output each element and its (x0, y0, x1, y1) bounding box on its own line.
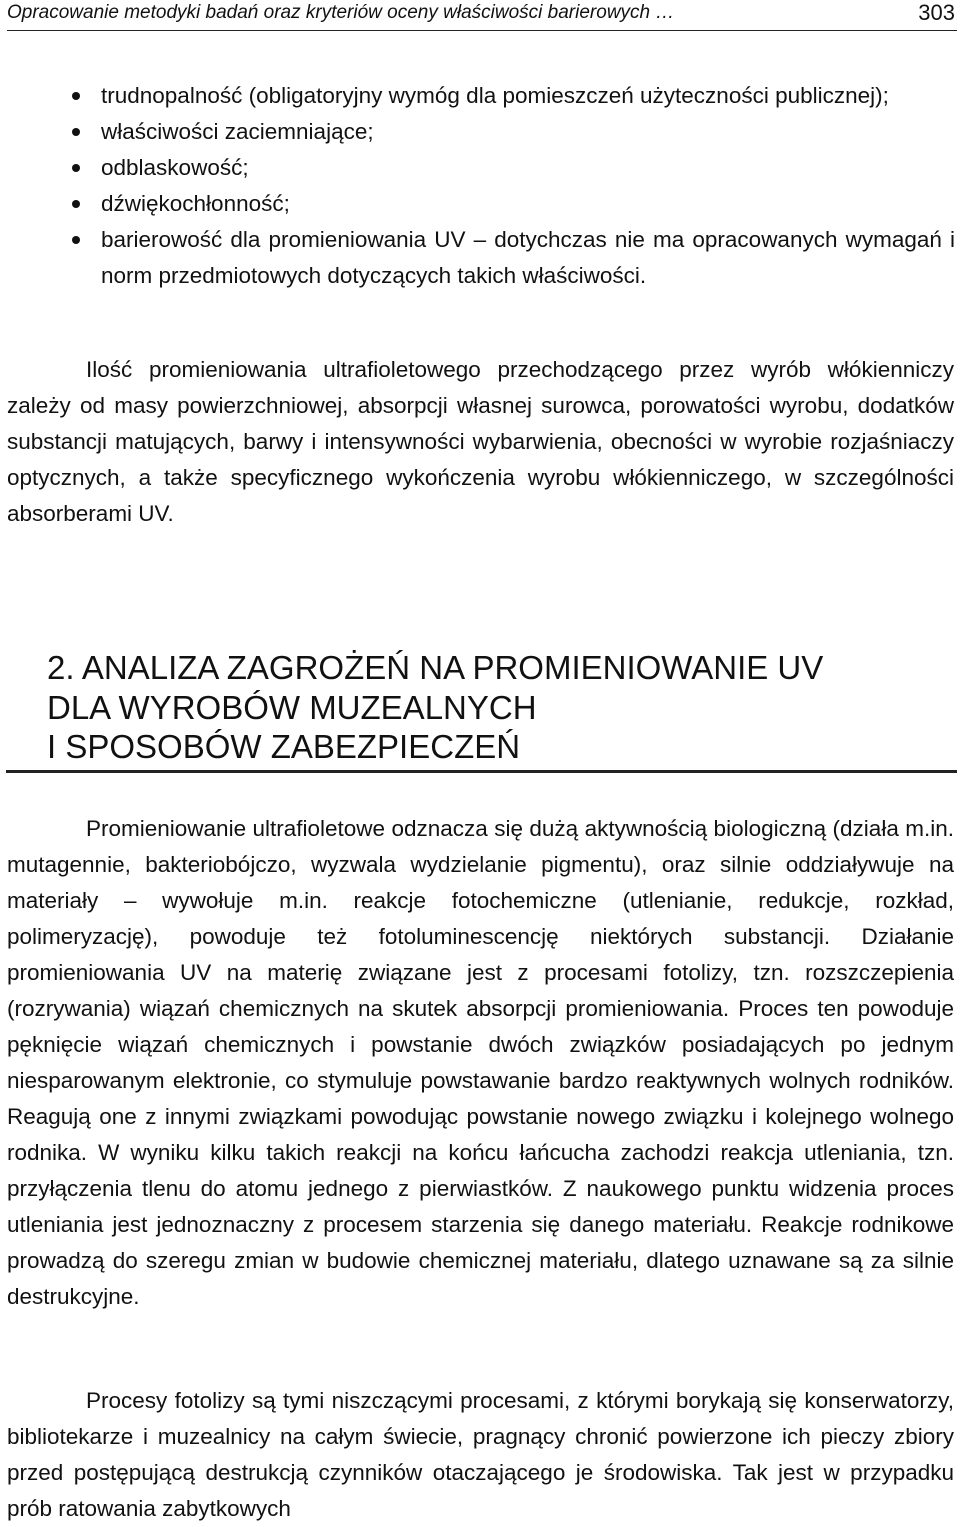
list-item (0, 78, 960, 114)
list-item (0, 114, 960, 150)
bullet-dot-icon (72, 200, 80, 208)
bullet-dot-icon (72, 236, 80, 244)
page-number: 303 (918, 0, 955, 25)
list-item-text: właściwości zaciemniające; (101, 119, 374, 144)
list-item-text: odblaskowość; (101, 155, 249, 180)
bullet-list (0, 78, 960, 294)
section-heading-line-2: DLA WYROBÓW MUZEALNYCH (47, 688, 537, 726)
list-item (0, 150, 960, 186)
section-heading-line-3: I SPOSOBÓW ZABEZPIECZEŃ (47, 728, 521, 765)
bullet-dot-icon (72, 164, 80, 172)
list-item-text: barierowość dla promieniowania UV – dotychczas nie ma opracowanych wymagań i norm przedmiotowych dotyczących takich właściwości. (101, 227, 955, 288)
paragraph-uv-effects: Promieniowanie ultrafioletowe odznacza się dużą aktywnością biologiczną (działa m.in. mutagennie, bakteriobójczo, wyzwala wydzielanie pigmentu), oraz silnie oddziaływuje na materiały – wywołuje m.in. reakcje fotochemiczne (utlenianie, redukcje, rozkład, polimeryzację), powoduje też fotoluminescencję niektórych substancji. Działanie promieniowania UV na materię związane jest z procesami fotolizy, tzn. rozszczepienia (rozrywania) wiązań chemicznych na skutek absorpcji promieniowania. Proces ten powoduje pęknięcie wiązań chemicznych i powstanie dwóch związków posiadających po jednym niesparowanym elektronie, co stymuluje powstawanie bardzo reaktywnych wolnych rodników. Reagują one z innymi związkami powodując powstanie nowego związku i kolejnego wolnego rodnika. W wyniku kilku takich reakcji na końcu łańcucha zachodzi reakcja utleniania, tzn. przyłączenia tlenu do atomu jednego z pierwiastków. Z naukowego punktu widzenia proces utleniania jest jednoznaczny z procesem starzenia się danego materiału. Reakcje rodnikowe prowadzą do szeregu zmian w budowie chemicznej materiału, dlatego uznawane są za silnie destrukcyjne. (7, 816, 954, 1309)
running-header (7, 0, 957, 31)
section-heading (47, 648, 823, 767)
bullet-dot-icon (72, 128, 80, 136)
paragraph-uv-transmission: Ilość promieniowania ultrafioletowego przechodzącego przez wyrób włókienniczy zależy od masy powierzchniowej, absorpcji własnej surowca, porowatości wyrobu, dodatków substancji matujących, barwy i intensywności wybarwienia, obecności w wyrobie rozjaśniaczy optycznych, a także specyficznego wykończenia wyrobu włókienniczego, w szczególności absorberami UV. (7, 357, 954, 526)
list-item (0, 186, 960, 222)
list-item-text: dźwiękochłonność; (101, 191, 290, 216)
list-item-text: trudnopalność (obligatoryjny wymóg dla pomieszczeń użyteczności publicznej); (101, 83, 889, 108)
heading-divider (6, 770, 957, 773)
bullet-dot-icon (72, 92, 80, 100)
section-heading-line-1: 2. ANALIZA ZAGROŻEŃ NA PROMIENIOWANIE UV (47, 649, 824, 686)
list-item (0, 222, 960, 294)
running-title: Opracowanie metodyki badań oraz kryteriów oceny właściwości barierowych … (7, 2, 675, 23)
paragraph-photolysis: Procesy fotolizy są tymi niszczącymi procesami, z którymi borykają się konserwatorzy, bibliotekarze i muzealnicy na całym świecie, pragnący chronić powierzone ich pieczy zbiory przed postępującą destrukcją czynników otaczającego je środowiska. Tak jest w przypadku prób ratowania zabytkowych (7, 1388, 954, 1521)
